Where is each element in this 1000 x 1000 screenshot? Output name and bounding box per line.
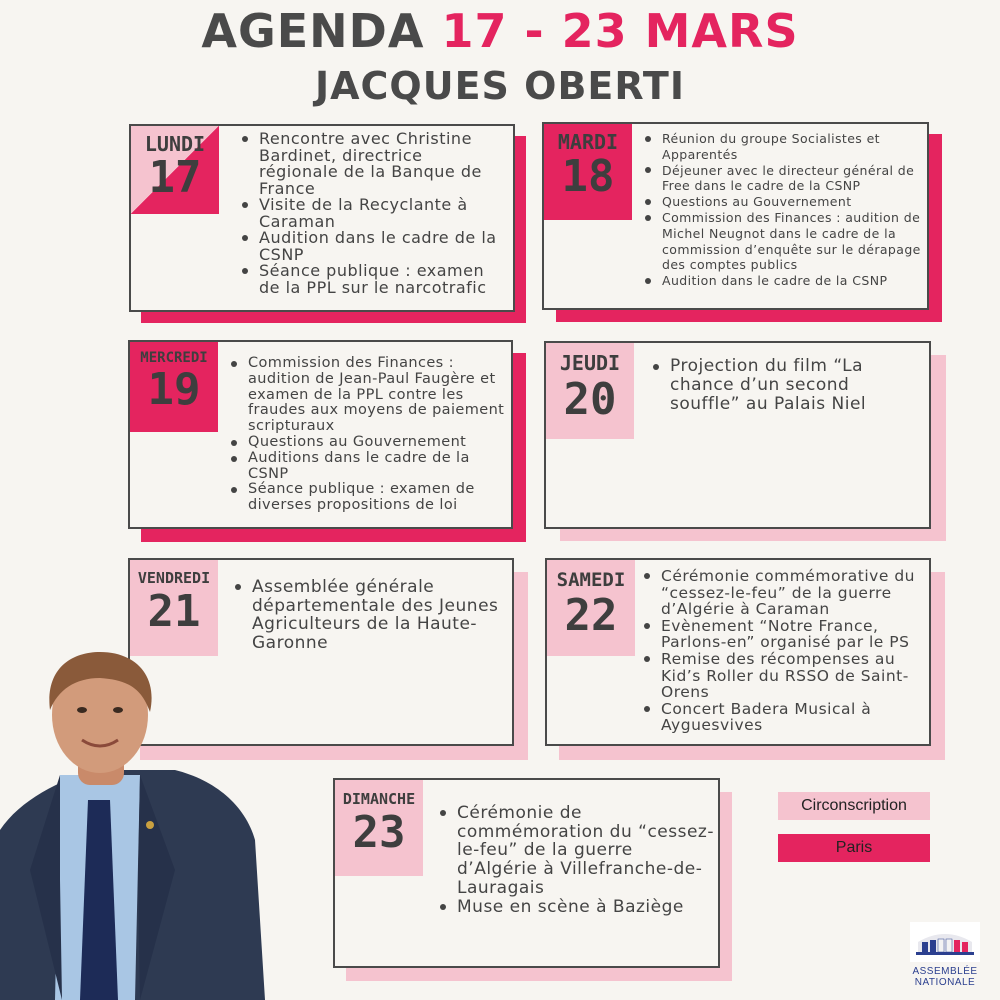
day-number: 23	[352, 807, 406, 858]
title-prefix: AGENDA	[201, 4, 425, 58]
list-item: Réunion du groupe Socialistes et Apparentés	[642, 131, 927, 163]
event-list	[641, 568, 931, 734]
event-list	[232, 578, 504, 652]
list-item: Questions au Gouvernement	[228, 435, 508, 451]
day-card-lundi	[129, 124, 529, 326]
day-card-samedi	[545, 558, 945, 760]
list-item: Assemblée générale départementale des Jeunes Agriculteurs de la Haute-Garonne	[232, 578, 504, 652]
event-list	[228, 356, 508, 514]
day-tag	[130, 342, 218, 432]
event-list	[650, 357, 910, 414]
day-tag	[335, 780, 423, 876]
day-card-jeudi	[544, 341, 946, 541]
card-box	[542, 122, 929, 310]
day-tag	[546, 343, 634, 439]
day-tag	[131, 126, 219, 214]
list-item: Questions au Gouvernement	[642, 194, 927, 210]
list-item: Audition dans le cadre de la CSNP	[239, 230, 501, 263]
day-name: VENDREDI	[137, 569, 211, 587]
card-box	[129, 124, 515, 312]
day-tag	[547, 560, 635, 656]
list-item: Déjeuner avec le directeur général de Free dans le cadre de la CSNP	[642, 163, 927, 195]
portrait-photo	[0, 640, 270, 1000]
hemicycle-icon	[910, 922, 980, 962]
day-number: 18	[561, 151, 615, 202]
list-item: Audition dans le cadre de la CSNP	[642, 273, 927, 289]
page-title	[0, 4, 1000, 58]
card-box	[128, 340, 513, 529]
list-item: Séance publique : examen de diverses propositions de loi	[228, 482, 508, 514]
event-list	[437, 804, 715, 916]
card-box	[545, 558, 931, 746]
list-item: Rencontre avec Christine Bardinet, directrice régionale de la Banque de France	[239, 131, 501, 197]
page-subtitle: JACQUES OBERTI	[315, 64, 685, 108]
day-number: 19	[147, 364, 201, 415]
list-item: Visite de la Recyclante à Caraman	[239, 197, 501, 230]
event-list	[239, 131, 501, 296]
logo-line1: ASSEMBLÉE	[912, 966, 978, 977]
card-box	[333, 778, 720, 968]
logo-line2: NATIONALE	[914, 977, 976, 988]
list-item: Concert Badera Musical à Ayguesvives	[641, 701, 931, 734]
list-item: Muse en scène à Baziège	[437, 898, 715, 917]
list-item: Séance publique : examen de la PPL sur le narcotrafic	[239, 263, 501, 296]
list-item: Auditions dans le cadre de la CSNP	[228, 451, 508, 483]
day-name: DIMANCHE	[342, 790, 416, 808]
day-name: MARDI	[557, 130, 619, 154]
assemblee-nationale-logo	[906, 922, 984, 990]
title-dates: 17 - 23 MARS	[441, 4, 799, 58]
list-item: Commission des Finances : audition de Michel Neugnot dans le cadre de la commission d’enquête sur le dérapage des comptes publics	[642, 210, 927, 273]
day-name: SAMEDI	[556, 569, 626, 591]
day-tag	[544, 124, 632, 220]
list-item: Remise des récompenses au Kid’s Roller du RSSO de Saint-Orens	[641, 651, 931, 701]
day-name: JEUDI	[559, 351, 621, 375]
card-box	[544, 341, 931, 529]
day-number: 20	[563, 374, 617, 425]
day-name: MERCREDI	[140, 350, 208, 366]
day-number: 17	[148, 152, 202, 203]
day-card-mardi	[542, 122, 944, 324]
day-card-dimanche	[333, 778, 733, 982]
list-item: Projection du film “La chance d’un second souffle” au Palais Niel	[650, 357, 910, 414]
day-number: 22	[564, 590, 618, 641]
list-item: Cérémonie de commémoration du “cessez-le-feu” de la guerre d’Algérie à Villefranche-de-Lauragais	[437, 804, 715, 898]
legend-paris: Paris	[778, 834, 930, 862]
day-card-mercredi	[128, 340, 528, 544]
list-item: Evènement “Notre France, Parlons-en” organisé par le PS	[641, 618, 931, 651]
day-number: 21	[147, 586, 201, 637]
legend-circonscription: Circonscription	[778, 792, 930, 820]
list-item: Cérémonie commémorative du “cessez-le-feu” de la guerre d’Algérie à Caraman	[641, 568, 931, 618]
day-name: LUNDI	[144, 132, 206, 156]
list-item: Commission des Finances : audition de Jean-Paul Faugère et examen de la PPL contre les fraudes aux moyens de paiement scripturaux	[228, 356, 508, 435]
event-list	[642, 131, 927, 289]
